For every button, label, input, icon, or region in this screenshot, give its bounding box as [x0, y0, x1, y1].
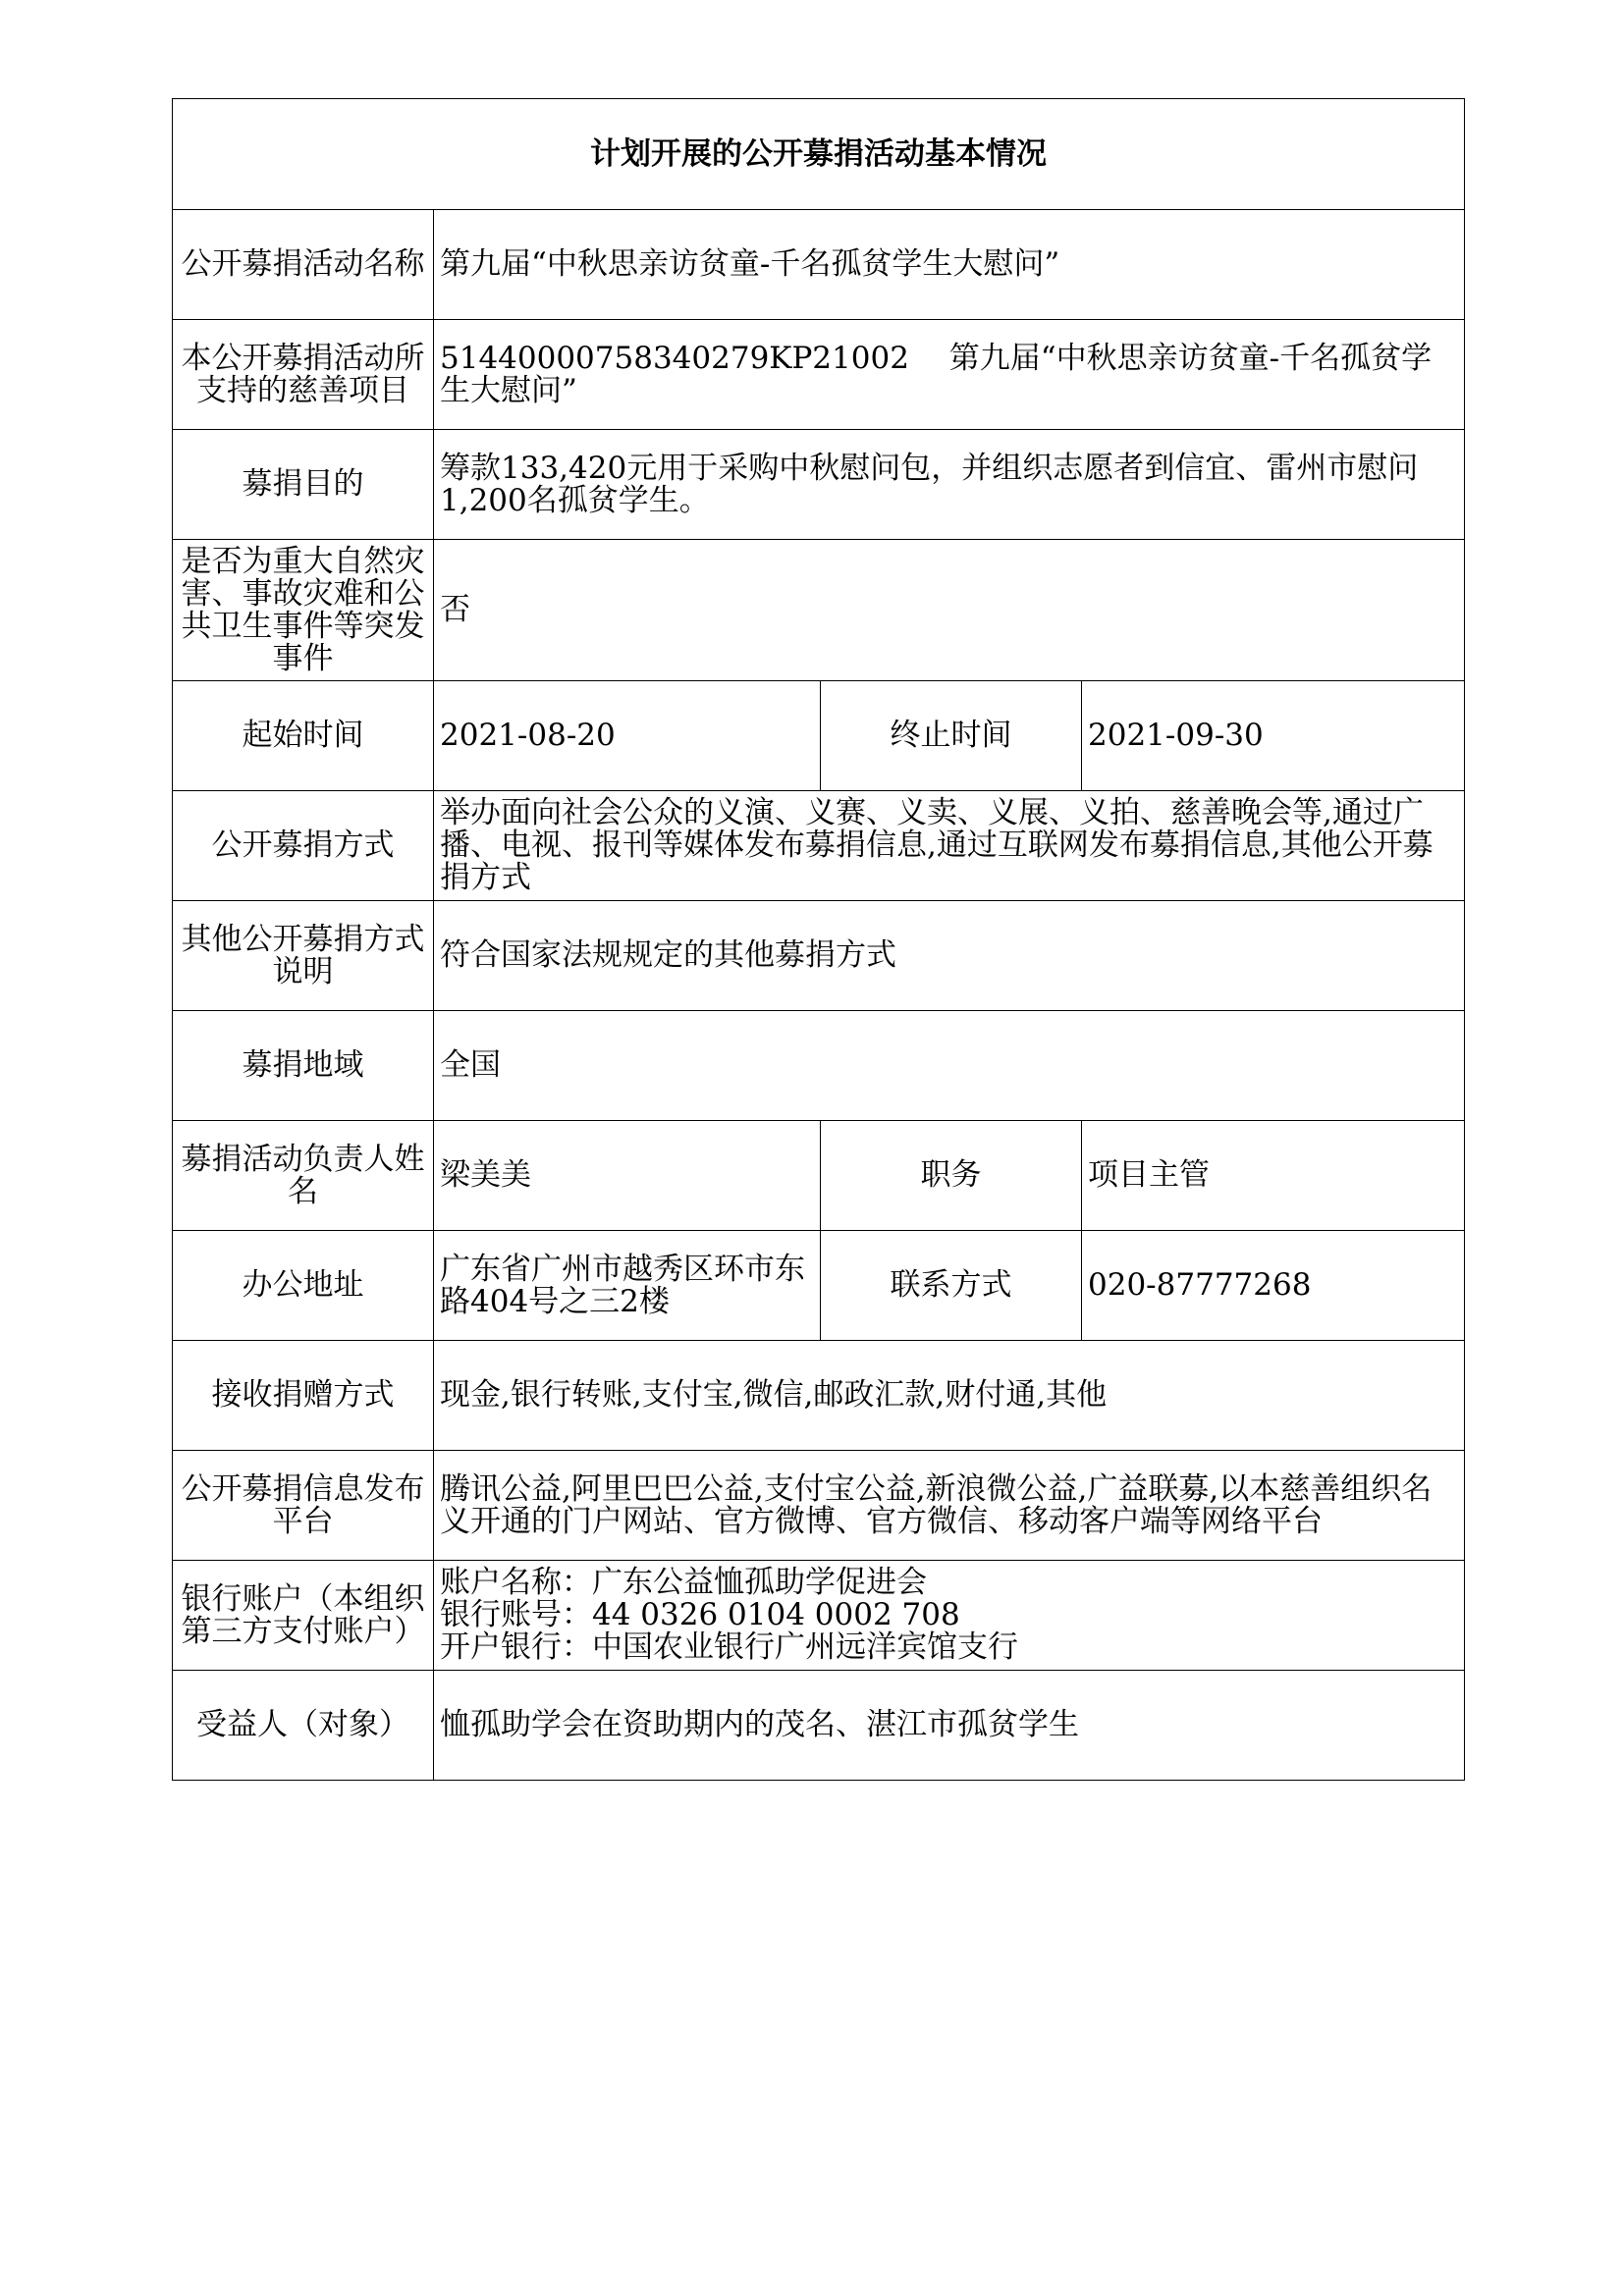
row-activity-name [173, 210, 1465, 320]
form-title: 计划开展的公开募捐活动基本情况 [173, 99, 1465, 210]
row-office [173, 1231, 1465, 1341]
start-time-label: 起始时间 [173, 681, 434, 791]
position-value: 项目主管 [1082, 1121, 1465, 1231]
project-label: 本公开募捐活动所支持的慈善项目 [173, 320, 434, 430]
emergency-value: 否 [434, 540, 1465, 681]
activity-name-value: 第九届“中秋思亲访贫童-千名孤贫学生大慰问” [434, 210, 1465, 320]
row-emergency [173, 540, 1465, 681]
person-value: 梁美美 [434, 1121, 821, 1231]
project-value: 51440000758340279KP21002 第九届“中秋思亲访贫童-千名孤贫学生大慰问” [434, 320, 1465, 430]
platform-value: 腾讯公益,阿里巴巴公益,支付宝公益,新浪微公益,广益联募,以本慈善组织名义开通的门户网站、官方微博、官方微信、移动客户端等网络平台 [434, 1451, 1465, 1561]
method-label: 公开募捐方式 [173, 791, 434, 901]
office-label: 办公地址 [173, 1231, 434, 1341]
bank-account-number: 银行账号：44 0326 0104 0002 708 [440, 1597, 960, 1632]
other-method-value: 符合国家法规规定的其他募捐方式 [434, 901, 1465, 1011]
activity-name-label: 公开募捐活动名称 [173, 210, 434, 320]
row-person [173, 1121, 1465, 1231]
bank-label: 银行账户（本组织第三方支付账户） [173, 1561, 434, 1671]
bank-value [434, 1561, 1465, 1671]
start-time-value: 2021-08-20 [434, 681, 821, 791]
person-label: 募捐活动负责人姓名 [173, 1121, 434, 1231]
bank-name: 开户银行：中国农业银行广州远洋宾馆支行 [440, 1629, 1018, 1665]
receive-label: 接收捐赠方式 [173, 1341, 434, 1451]
receive-value: 现金,银行转账,支付宝,微信,邮政汇款,财付通,其他 [434, 1341, 1465, 1451]
contact-label: 联系方式 [821, 1231, 1082, 1341]
beneficiary-value: 恤孤助学会在资助期内的茂名、湛江市孤贫学生 [434, 1671, 1465, 1781]
purpose-value: 筹款133,420元用于采购中秋慰问包，并组织志愿者到信宜、雷州市慰问1,200名孤贫学生。 [434, 430, 1465, 540]
row-method [173, 791, 1465, 901]
position-label: 职务 [821, 1121, 1082, 1231]
row-region [173, 1011, 1465, 1121]
row-time [173, 681, 1465, 791]
row-receive [173, 1341, 1465, 1451]
row-beneficiary [173, 1671, 1465, 1781]
other-method-label: 其他公开募捐方式说明 [173, 901, 434, 1011]
row-platform [173, 1451, 1465, 1561]
row-other-method [173, 901, 1465, 1011]
row-purpose [173, 430, 1465, 540]
region-label: 募捐地域 [173, 1011, 434, 1121]
end-time-label: 终止时间 [821, 681, 1082, 791]
fundraising-form-table [172, 98, 1465, 1781]
platform-label: 公开募捐信息发布平台 [173, 1451, 434, 1561]
purpose-label: 募捐目的 [173, 430, 434, 540]
row-project [173, 320, 1465, 430]
beneficiary-label: 受益人（对象） [173, 1671, 434, 1781]
end-time-value: 2021-09-30 [1082, 681, 1465, 791]
row-bank [173, 1561, 1465, 1671]
office-value: 广东省广州市越秀区环市东路404号之三2楼 [434, 1231, 821, 1341]
contact-value: 020-87777268 [1082, 1231, 1465, 1341]
region-value: 全国 [434, 1011, 1465, 1121]
bank-account-name: 账户名称：广东公益恤孤助学促进会 [440, 1565, 927, 1600]
method-value: 举办面向社会公众的义演、义赛、义卖、义展、义拍、慈善晚会等,通过广播、电视、报刊等媒体发布募捐信息,通过互联网发布募捐信息,其他公开募捐方式 [434, 791, 1465, 901]
emergency-label: 是否为重大自然灾害、事故灾难和公共卫生事件等突发事件 [173, 540, 434, 681]
